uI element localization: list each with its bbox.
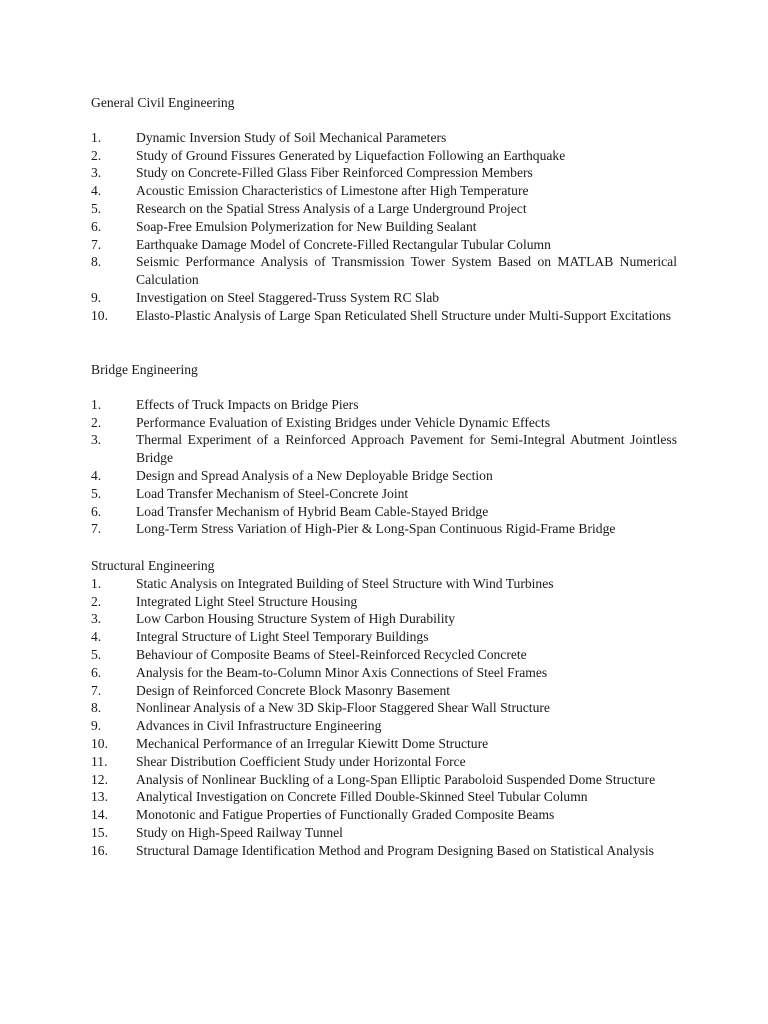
list-item-number: 5. (91, 646, 102, 662)
list-item (91, 842, 677, 860)
list-item-text: Dynamic Inversion Study of Soil Mechanical Parameters (136, 129, 447, 145)
list-item-text: Investigation on Steel Staggered-Truss System RC Slab (136, 289, 440, 305)
list-item-text: Study of Ground Fissures Generated by Liquefaction Following an Earthquake (136, 147, 566, 163)
list-item (91, 806, 677, 824)
list-item-text: Advances in Civil Infrastructure Engineering (136, 718, 382, 734)
list-item-text: Elasto-Plastic Analysis of Large Span Reticulated Shell Structure under Multi-Support Excitations (136, 307, 672, 323)
list-item (91, 414, 677, 432)
list-item-number: 7. (91, 682, 102, 698)
list-item-text: Soap-Free Emulsion Polymerization for New Building Sealant (136, 218, 477, 234)
list-item (91, 164, 677, 182)
list-item (91, 485, 677, 503)
list-item-text: Analytical Investigation on Concrete Filled Double-Skinned Steel Tubular Column (136, 789, 588, 805)
list-item-text: Analysis of Nonlinear Buckling of a Long-Span Elliptic Paraboloid Suspended Dome Structure (136, 771, 656, 787)
section-bridge-engineering (91, 361, 677, 538)
list-item-text: Study on High-Speed Railway Tunnel (136, 824, 343, 840)
section-title: Bridge Engineering (91, 362, 198, 377)
section-title: Structural Engineering (91, 558, 215, 573)
list-item-number: 4. (91, 467, 102, 483)
list-item-number: 4. (91, 183, 102, 199)
list-item (91, 182, 677, 200)
list-item-text: Load Transfer Mechanism of Hybrid Beam Cable-Stayed Bridge (136, 503, 489, 519)
list-item-number: 2. (91, 147, 102, 163)
list-item-text: Acoustic Emission Characteristics of Limestone after High Temperature (136, 183, 529, 199)
list-item (91, 431, 677, 467)
list-item (91, 593, 677, 611)
list-item-number: 11. (91, 753, 108, 769)
list-item (91, 503, 677, 521)
list-item-number: 3. (91, 611, 102, 627)
list-item (91, 396, 677, 414)
list-item-text: Structural Damage Identification Method and Program Designing Based on Statistical Analysis (136, 842, 654, 858)
list-item (91, 218, 677, 236)
list-item-number: 13. (91, 789, 108, 805)
list-item (91, 129, 677, 147)
list-item-number: 3. (91, 432, 102, 448)
list-item (91, 682, 677, 700)
list-item-number: 2. (91, 593, 102, 609)
list-item-text: Thermal Experiment of a Reinforced Approach Pavement for Semi-Integral Abutment Jointless Bridge (136, 432, 677, 466)
section-title: General Civil Engineering (91, 95, 235, 110)
list-item (91, 200, 677, 218)
list-item-text: Behaviour of Composite Beams of Steel-Reinforced Recycled Concrete (136, 646, 527, 662)
list-item (91, 753, 677, 771)
topic-list (91, 129, 677, 325)
list-item-text: Earthquake Damage Model of Concrete-Filled Rectangular Tubular Column (136, 236, 551, 252)
list-item-number: 9. (91, 718, 102, 734)
list-item-number: 6. (91, 664, 102, 680)
list-item (91, 467, 677, 485)
list-item-number: 7. (91, 521, 102, 537)
list-item (91, 253, 677, 289)
list-item-text: Design and Spread Analysis of a New Deployable Bridge Section (136, 467, 493, 483)
list-item-number: 5. (91, 200, 102, 216)
list-item (91, 824, 677, 842)
list-item (91, 699, 677, 717)
list-item-number: 14. (91, 807, 108, 823)
list-item (91, 735, 677, 753)
list-item-text: Analysis for the Beam-to-Column Minor Axis Connections of Steel Frames (136, 664, 548, 680)
list-item-text: Design of Reinforced Concrete Block Masonry Basement (136, 682, 451, 698)
topic-list (91, 575, 677, 860)
list-item (91, 307, 677, 325)
list-item-number: 3. (91, 165, 102, 181)
list-item (91, 628, 677, 646)
list-item-text: Study on Concrete-Filled Glass Fiber Reinforced Compression Members (136, 165, 533, 181)
list-item-text: Monotonic and Fatigue Properties of Functionally Graded Composite Beams (136, 807, 555, 823)
list-item-number: 7. (91, 236, 102, 252)
list-item-text: Load Transfer Mechanism of Steel-Concrete Joint (136, 485, 409, 501)
list-item (91, 717, 677, 735)
list-item (91, 236, 677, 254)
list-item-number: 5. (91, 485, 102, 501)
list-item (91, 788, 677, 806)
list-item (91, 575, 677, 593)
list-item (91, 147, 677, 165)
list-item (91, 664, 677, 682)
list-item-text: Nonlinear Analysis of a New 3D Skip-Floor Staggered Shear Wall Structure (136, 700, 550, 716)
list-item-number: 6. (91, 503, 102, 519)
section-structural-engineering (91, 557, 677, 860)
list-item-number: 8. (91, 700, 102, 716)
list-item-number: 1. (91, 129, 102, 145)
list-item-number: 15. (91, 824, 108, 840)
list-item-text: Mechanical Performance of an Irregular Kiewitt Dome Structure (136, 735, 489, 751)
list-item (91, 289, 677, 307)
list-item (91, 646, 677, 664)
list-item-text: Shear Distribution Coefficient Study under Horizontal Force (136, 753, 466, 769)
list-item-text: Integral Structure of Light Steel Temporary Buildings (136, 629, 429, 645)
list-item-number: 16. (91, 842, 108, 858)
list-item-text: Long-Term Stress Variation of High-Pier & Long-Span Continuous Rigid-Frame Bridge (136, 521, 616, 537)
list-item-number: 6. (91, 218, 102, 234)
list-item (91, 610, 677, 628)
list-item-number: 10. (91, 307, 108, 323)
list-item-text: Integrated Light Steel Structure Housing (136, 593, 358, 609)
list-item-number: 1. (91, 575, 102, 591)
list-item-text: Research on the Spatial Stress Analysis of a Large Underground Project (136, 200, 527, 216)
section-general-civil-engineering (91, 94, 677, 325)
list-item-number: 10. (91, 735, 108, 751)
list-item-number: 9. (91, 289, 102, 305)
list-item-number: 12. (91, 771, 108, 787)
list-item-text: Low Carbon Housing Structure System of High Durability (136, 611, 456, 627)
list-item-number: 2. (91, 414, 102, 430)
list-item-number: 1. (91, 396, 102, 412)
list-item-text: Static Analysis on Integrated Building of Steel Structure with Wind Turbines (136, 575, 554, 591)
list-item-text: Effects of Truck Impacts on Bridge Piers (136, 396, 359, 412)
list-item-number: 8. (91, 254, 102, 270)
list-item (91, 520, 677, 538)
list-item-text: Performance Evaluation of Existing Bridges under Vehicle Dynamic Effects (136, 414, 550, 430)
list-item-text: Seismic Performance Analysis of Transmission Tower System Based on MATLAB Numerical Calculation (136, 254, 677, 288)
topic-list (91, 396, 677, 538)
list-item (91, 771, 677, 789)
list-item-number: 4. (91, 629, 102, 645)
